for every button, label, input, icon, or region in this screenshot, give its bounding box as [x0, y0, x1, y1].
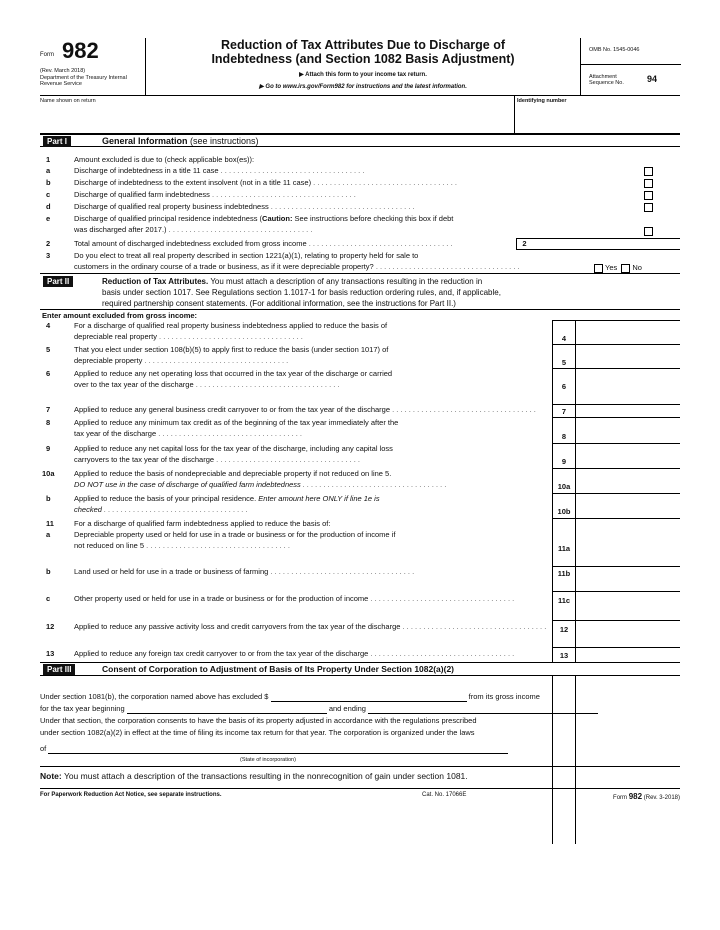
line-4-text1: For a discharge of qualified real property business indebtedness applied to reduce the basis of [74, 321, 388, 330]
yes-label: Yes [605, 263, 618, 272]
part3-l2a: for the tax year beginning [40, 704, 125, 713]
footer-form-word: Form [613, 795, 628, 801]
line-11c-letter: c [46, 594, 51, 603]
line-10a-num: 10a [42, 469, 55, 478]
attachment-label: Attachment [589, 74, 617, 80]
line-6-box: 6 [552, 368, 575, 404]
line-10b-letter: b [46, 494, 51, 503]
state-of-incorporation-field[interactable] [48, 753, 508, 754]
part1-title: General Information [102, 136, 188, 146]
no-checkbox[interactable] [621, 264, 630, 273]
part3-line3: Under that section, the corporation consents to have the basis of its property adjusted in accordance with the regulations prescribed [40, 716, 477, 725]
form-footer [40, 788, 680, 801]
line-11a-amount[interactable] [575, 518, 680, 566]
enter-amount-label: Enter amount excluded from gross income: [42, 311, 198, 320]
line-2-num: 2 [46, 239, 51, 248]
excluded-amount-field[interactable] [271, 701, 467, 702]
line-1d-text: Discharge of qualified real property business indebtedness . . . [74, 202, 550, 212]
line-13-num: 13 [46, 649, 55, 658]
line-11-num: 11 [46, 519, 54, 528]
line-7-num: 7 [46, 405, 51, 414]
line-10b-text1 [74, 494, 550, 504]
sequence-label: Sequence No. [589, 80, 624, 86]
line-1c-text: Discharge of qualified farm indebtedness . . . [74, 190, 550, 200]
line-10a-amount[interactable] [575, 468, 680, 493]
goto-instruction: ▶ Go to www.irs.gov/Form982 for instructions and the latest information. [259, 84, 467, 90]
part3-line1 [40, 691, 540, 702]
part2-title-bold: Reduction of Tax Attributes. [102, 277, 209, 286]
part3-l2b: and ending [328, 704, 366, 713]
part3-title: Consent of Corporation to Adjustment of Basis of Its Property Under Section 1082(a)(2) [102, 664, 454, 674]
attachment-sequence [589, 74, 658, 86]
line-6-num: 6 [46, 369, 51, 378]
line-7-box: 7 [552, 404, 575, 417]
part3-line4: under section 1082(a)(2) in effect at the time of filing its income tax return for that year. The corporation is organized under the laws [40, 728, 475, 737]
line-8-box: 8 [552, 417, 575, 443]
line-1-text: Amount excluded is due to (check applicable box(es)): [74, 155, 255, 164]
line-8-num: 8 [46, 418, 51, 427]
sequence-number: 94 [647, 74, 658, 84]
attach-instruction: ▶ Attach this form to your income tax return. [299, 72, 427, 78]
revision-date: (Rev. March 2018) [40, 68, 86, 74]
checkbox-1a[interactable] [644, 167, 653, 176]
checkbox-1d[interactable] [644, 203, 653, 212]
line-1e-text [74, 214, 550, 224]
line-10b-text1a: Applied to reduce the basis of your principal residence. [74, 494, 259, 503]
line-5-box: 5 [552, 344, 575, 368]
line-3-text2: customers in the ordinary course of a trade or business, as if it were depreciable property? . . . [74, 262, 590, 272]
form-title-block [146, 38, 580, 96]
line-1c-letter: c [46, 190, 51, 199]
part3-line2 [40, 703, 598, 714]
line-11a-text1: Depreciable property used or held for use in a trade or business or for the production of income if [74, 530, 396, 539]
line-11a-box: 11a [552, 518, 575, 566]
part3-l1a: Under section 1081(b), the corporation named above has excluded $ [40, 692, 269, 701]
part2-title-line2: basis under section 1017. See Regulations section 1.1017-1 for basis reduction ordering rules, and, if applicable, [102, 288, 501, 297]
form-header [40, 38, 680, 96]
note [40, 771, 468, 781]
line-2-text: Total amount of discharged indebtedness excluded from gross income . . . [74, 239, 514, 249]
line-11a-letter: a [46, 530, 51, 539]
part1-title-wrap [102, 136, 259, 146]
department: Department of the Treasury Internal Revenue Service [40, 75, 127, 87]
line-5-text2: depreciable property . . . [74, 356, 550, 366]
form-number: 982 [62, 38, 99, 63]
line-4-amount[interactable] [575, 320, 680, 344]
name-label: Name shown on return [40, 98, 96, 104]
line-1b-letter: b [46, 178, 51, 187]
state-label: (State of incorporation) [240, 757, 296, 763]
line-1e-text2: See instructions before checking this box if debt [292, 214, 454, 223]
line-6-text1: Applied to reduce any net operating loss that occurred in the tax year of the discharge or carried [74, 369, 393, 378]
line-8-text2: tax year of the discharge . . . [74, 429, 550, 439]
line-1e-letter: e [46, 214, 51, 223]
line-12-box: 12 [552, 620, 575, 647]
line-3-num: 3 [46, 251, 51, 260]
part2-title-rest: You must attach a description of any transactions resulting in the reduction in [208, 277, 483, 286]
part1-header [40, 134, 680, 147]
footer-form-number: 982 [628, 792, 643, 801]
line-3-text1: Do you elect to treat all real property described in section 1221(a)(1), relating to property held for sale to [74, 251, 419, 260]
line-8-text1: Applied to reduce any minimum tax credit as of the beginning of the tax year immediately after the [74, 418, 399, 427]
checkbox-1e[interactable] [644, 227, 653, 236]
line-11b-letter: b [46, 567, 51, 576]
paperwork-notice: For Paperwork Reduction Act Notice, see separate instructions. [40, 792, 222, 798]
note-divider [40, 766, 680, 767]
line-10b-box: 10b [552, 493, 575, 518]
omb-number: OMB No. 1545-0046 [589, 47, 640, 53]
line-10a-text2: DO NOT use in the case of discharge of qualified farm indebtedness . . . [74, 480, 550, 490]
line-10a-text1: Applied to reduce the basis of nondepreciable and depreciable property if not reduced on line 5. [74, 469, 392, 478]
line-7-text: Applied to reduce any general business credit carryover to or from the tax year of the discharge . . . [74, 405, 550, 415]
line-5-text1: That you elect under section 108(b)(5) to apply first to reduce the basis (under section 1017) of [74, 345, 389, 354]
form-title-line2: Indebtedness (and Section 1082 Basis Adjustment) [211, 52, 515, 66]
line-11c-box: 11c [552, 591, 575, 620]
line-11b-box: 11b [552, 566, 575, 591]
checkbox-1b[interactable] [644, 179, 653, 188]
line-11b-amount[interactable] [575, 566, 680, 591]
tax-year-begin-field[interactable] [127, 713, 327, 714]
caution-label: Caution: [262, 214, 293, 223]
part2-tag: Part II [43, 276, 73, 287]
part3-line5 [40, 743, 508, 754]
omb-divider [581, 64, 681, 65]
line-10b-text2: checked . . . [74, 505, 550, 515]
note-label: Note: [40, 771, 62, 781]
part3-header [40, 662, 680, 676]
line-4-num: 4 [46, 321, 51, 330]
part2-title [102, 276, 680, 309]
line-2-amount[interactable] [532, 238, 680, 250]
part3-l1b: from its gross income [468, 692, 540, 701]
part1-title-note: (see instructions) [190, 136, 259, 146]
line-7-amount[interactable] [575, 404, 680, 417]
no-label: No [632, 263, 642, 272]
footer-form-id [613, 792, 680, 801]
cat-number: Cat. No. 17066E [422, 792, 467, 798]
line-5-amount[interactable] [575, 344, 680, 368]
part1-tag: Part I [43, 136, 71, 147]
line-4-box: 4 [552, 320, 575, 344]
part2-title-line3: required partnership consent statements. (For additional information, see the instructions for Part II.) [102, 299, 456, 308]
line-2-num-box: 2 [516, 238, 532, 250]
part3-tag: Part III [43, 664, 75, 675]
identifying-number-label: Identifying number [517, 98, 567, 104]
line-9-box: 9 [552, 443, 575, 468]
line-11-text: For a discharge of qualified farm indebtedness applied to reduce the basis of: [74, 519, 331, 528]
line-12-amount[interactable] [575, 620, 680, 647]
line-13-text: Applied to reduce any foreign tax credit carryover to or from the tax year of the discharge . . . [74, 649, 550, 659]
line-9-num: 9 [46, 444, 51, 453]
line-1d-letter: d [46, 202, 51, 211]
line-11c-text: Other property used or held for use in a trade or business or for the production of income . . . [74, 594, 550, 604]
line-9-amount[interactable] [575, 443, 680, 468]
line-13-box: 13 [552, 647, 575, 664]
line-11a-text2: not reduced on line 5 . . . [74, 541, 550, 551]
form-page [40, 38, 680, 908]
checkbox-1c[interactable] [644, 191, 653, 200]
line-11b-text: Land used or held for use in a trade or business of farming . . . [74, 567, 550, 577]
yes-checkbox[interactable] [594, 264, 603, 273]
line-9-text2: carryovers to the tax year of the discharge . . . [74, 455, 550, 465]
name-row [40, 96, 680, 134]
line-12-num: 12 [46, 622, 55, 631]
line-1e-text3: was discharged after 2017.) . . . [74, 225, 550, 235]
form-word: Form [40, 52, 54, 58]
line-12-text: Applied to reduce any passive activity loss and credit carryovers from the tax year of the discharge . . . [74, 622, 550, 632]
omb-block [580, 38, 680, 96]
footer-revision: (Rev. 3-2018) [643, 795, 680, 801]
form-title-line1: Reduction of Tax Attributes Due to Discharge of [220, 38, 506, 52]
line-1e-text1: Discharge of qualified principal residence indebtedness ( [74, 214, 263, 223]
line-6-amount[interactable] [575, 368, 680, 404]
line-1a-text: Discharge of indebtedness in a title 11 case . . . [74, 166, 550, 176]
line-4-text2: depreciable real property . . . [74, 332, 550, 342]
line-6-text2: over to the tax year of the discharge . . . [74, 380, 550, 390]
line-8-amount[interactable] [575, 417, 680, 443]
line-1-num: 1 [46, 155, 51, 164]
identifying-number-field[interactable] [514, 96, 567, 134]
part3-of: of [40, 744, 47, 753]
line-5-num: 5 [46, 345, 51, 354]
line-11c-amount[interactable] [575, 591, 680, 620]
line-1a-letter: a [46, 166, 51, 175]
line-10b-amount[interactable] [575, 493, 680, 518]
yes-no-group [592, 263, 642, 273]
part2-header [40, 273, 680, 310]
form-id-block [40, 38, 146, 96]
line-10a-box: 10a [552, 468, 575, 493]
line-10b-text1b: Enter amount here ONLY if line 1e is [258, 494, 380, 503]
line-1b-text: Discharge of indebtedness to the extent insolvent (not in a title 11 case) . . . [74, 178, 550, 188]
line-9-text1: Applied to reduce any net capital loss for the tax year of the discharge, including any capital loss [74, 444, 393, 453]
note-text: You must attach a description of the transactions resulting in the nonrecognition of gain under section 1081. [61, 771, 468, 781]
tax-year-end-field[interactable] [368, 713, 598, 714]
